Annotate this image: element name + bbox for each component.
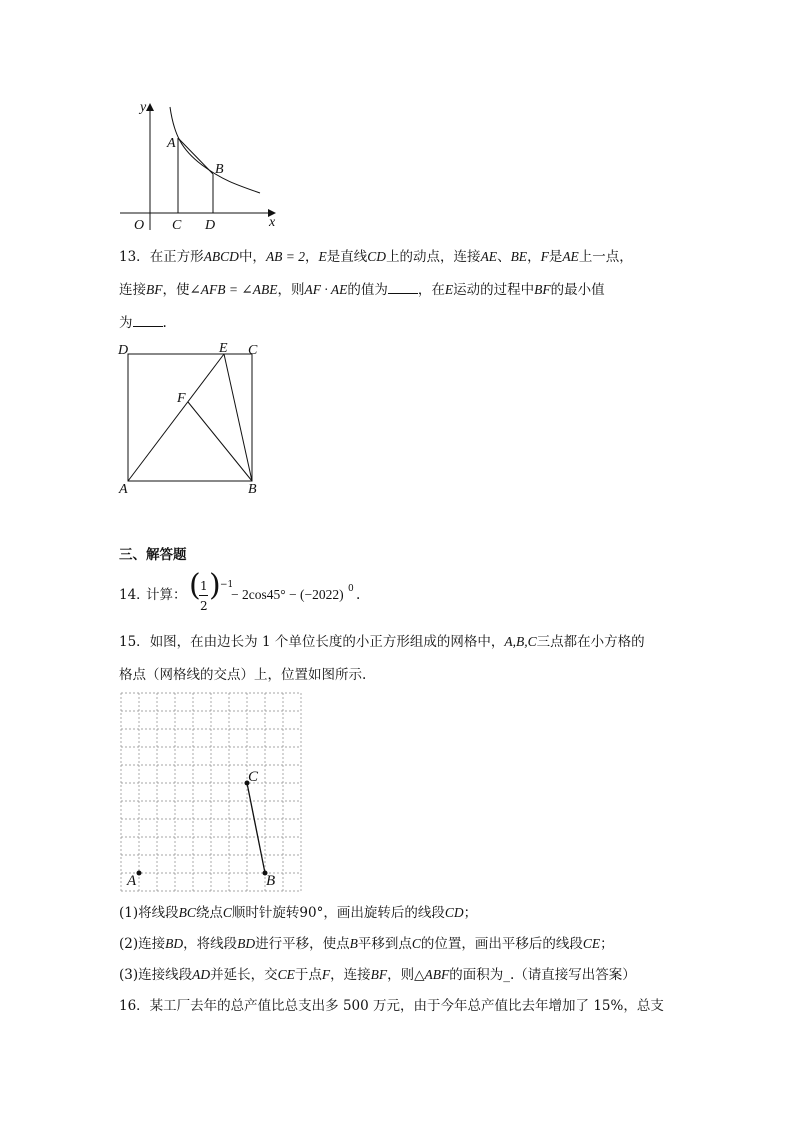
x-label: x	[269, 215, 276, 230]
y-axis-arrow-icon	[146, 103, 154, 111]
label-d: D	[118, 343, 129, 358]
q15-line1: 15．如图，在由边长为 1 个单位长度的小正方形组成的网格中，A,B,C三点都在小方格的	[119, 634, 645, 650]
exponent-zero: 0	[348, 584, 354, 594]
label-f: F	[177, 391, 186, 406]
point-label-a: A	[167, 136, 176, 151]
fraction-paren-close: )	[209, 568, 221, 603]
segment-be	[224, 354, 252, 481]
grid-label-c: C	[248, 769, 259, 785]
hyperbola-curve	[170, 107, 260, 193]
q15-sub1: (1)将线段BC绕点C顺时针旋转90°，画出旋转后的线段CD；	[119, 905, 478, 921]
label-c: C	[248, 343, 258, 358]
fraction-paren-open: (	[189, 568, 201, 603]
q15-line2: 格点（网格线的交点）上，位置如图所示.	[119, 667, 367, 683]
q16-line1: 16．某工厂去年的总产值比总支出多 500 万元，由于今年总产值比去年增加了 15%，总支	[119, 998, 664, 1014]
point-label-c: C	[172, 218, 182, 233]
label-a: A	[119, 482, 128, 497]
q15-sub2: (2)连接BD，将线段BD进行平移，使点B平移到点C的位置，画出平移后的线段CE；	[119, 936, 614, 952]
answer-blank[interactable]	[388, 281, 418, 294]
label-b: B	[248, 482, 257, 497]
segment-bf	[188, 402, 252, 481]
fraction-numerator: 1	[200, 579, 208, 593]
exponent-neg1: −1	[220, 580, 234, 590]
q13-line1: 13．在正方形ABCD中，AB = 2，E是直线CD上的动点，连接AE、BE，F是AE上一点，	[119, 249, 633, 265]
point-label-b: B	[215, 162, 224, 177]
grid-lines	[121, 693, 301, 891]
q13-square-figure	[112, 338, 272, 498]
label-e: E	[219, 341, 228, 356]
fraction-denominator: 2	[200, 599, 208, 613]
segment-ab	[178, 138, 213, 174]
q15-grid-figure	[118, 690, 308, 892]
q13-line2: 连接BF，使∠AFB = ∠ABE，则AF · AE的值为 ，在E运动的过程中BF的最小值	[119, 282, 605, 298]
point-a	[137, 871, 142, 876]
q15-sub3: (3)连接线段AD并延长，交CE于点F，连接BF，则△ABF的面积为_.（请直接写出答案）	[119, 967, 636, 983]
origin-label: O	[134, 218, 145, 233]
grid-label-a: A	[127, 873, 137, 889]
q12-graph-figure	[112, 95, 287, 235]
q13-line3: 为 .	[119, 315, 167, 331]
point-label-d: D	[205, 218, 216, 233]
answer-blank[interactable]	[133, 314, 163, 327]
y-label: y	[140, 100, 147, 115]
segment-ae	[128, 354, 224, 481]
segment-bc	[247, 783, 265, 873]
grid-label-b: B	[266, 873, 276, 889]
square-abcd	[128, 354, 252, 481]
section-title: 三、解答题	[119, 547, 187, 563]
